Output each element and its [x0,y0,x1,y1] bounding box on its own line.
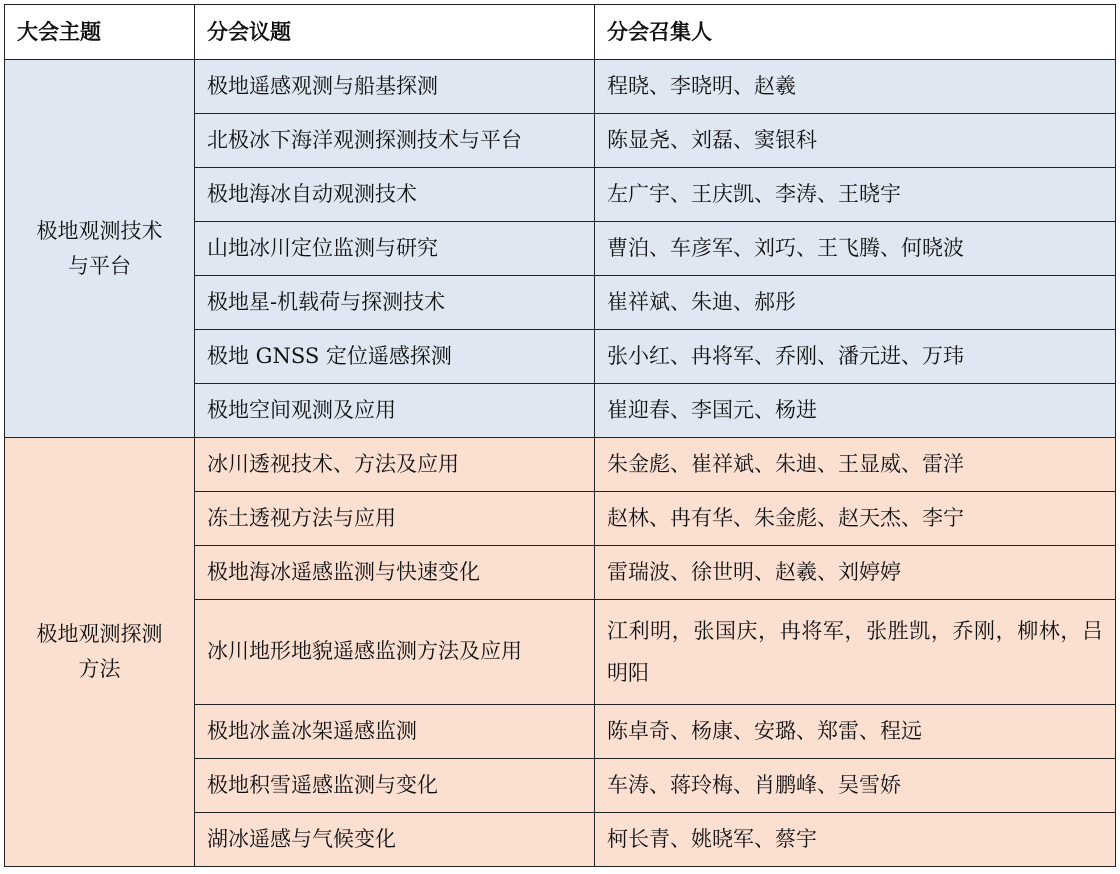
topic-cell: 极地海冰自动观测技术 [195,168,595,222]
theme-cell-observation-tech [5,60,195,438]
header-row [5,5,1116,60]
convener-cell: 朱金彪、崔祥斌、朱迪、王显威、雷洋 [595,438,1116,492]
topic-cell: 极地冰盖冰架遥感监测 [195,705,595,759]
topic-cell: 北极冰下海洋观测探测技术与平台 [195,114,595,168]
session-table [4,4,1116,867]
topic-cell: 冰川透视技术、方法及应用 [195,438,595,492]
convener-cell [595,600,1116,705]
convener-cell: 程晓、李晓明、赵羲 [595,60,1116,114]
topic-cell: 极地星-机载荷与探测技术 [195,276,595,330]
theme-line: 与平台 [68,253,131,278]
convener-cell: 赵林、冉有华、朱金彪、赵天杰、李宁 [595,492,1116,546]
topic-cell: 湖冰遥感与气候变化 [195,813,595,867]
topic-cell: 极地遥感观测与船基探测 [195,60,595,114]
convener-cell: 柯长青、姚晓军、蔡宇 [595,813,1116,867]
convener-text: 江利明，张国庆，冉将军，张胜凯，乔刚，柳林，吕明阳 [607,619,1103,685]
header-conveners: 分会召集人 [595,5,1116,60]
theme-line: 极地观测技术 [36,218,163,243]
convener-cell: 左广宇、王庆凯、李涛、王晓宇 [595,168,1116,222]
header-topic: 分会议题 [195,5,595,60]
topic-cell: 极地 GNSS 定位遥感探测 [195,330,595,384]
topic-cell: 山地冰川定位监测与研究 [195,222,595,276]
topic-cell: 极地积雪遥感监测与变化 [195,759,595,813]
topic-cell: 冻土透视方法与应用 [195,492,595,546]
convener-cell: 崔迎春、李国元、杨进 [595,384,1116,438]
table-row [5,60,1116,114]
convener-cell: 张小红、冉将军、乔刚、潘元进、万玮 [595,330,1116,384]
convener-cell: 陈显尧、刘磊、窦银科 [595,114,1116,168]
convener-cell: 雷瑞波、徐世明、赵羲、刘婷婷 [595,546,1116,600]
topic-cell: 极地海冰遥感监测与快速变化 [195,546,595,600]
header-theme: 大会主题 [5,5,195,60]
topic-cell: 冰川地形地貌遥感监测方法及应用 [195,600,595,705]
convener-cell: 崔祥斌、朱迪、郝彤 [595,276,1116,330]
convener-cell: 车涛、蒋玲梅、肖鹏峰、吴雪娇 [595,759,1116,813]
table-row [5,438,1116,492]
convener-cell: 陈卓奇、杨康、安璐、郑雷、程远 [595,705,1116,759]
theme-line: 极地观测探测 [36,622,163,647]
topic-cell: 极地空间观测及应用 [195,384,595,438]
convener-cell: 曹泊、车彦军、刘巧、王飞腾、何晓波 [595,222,1116,276]
theme-cell-observation-methods [5,438,195,867]
theme-line: 方法 [78,657,121,681]
